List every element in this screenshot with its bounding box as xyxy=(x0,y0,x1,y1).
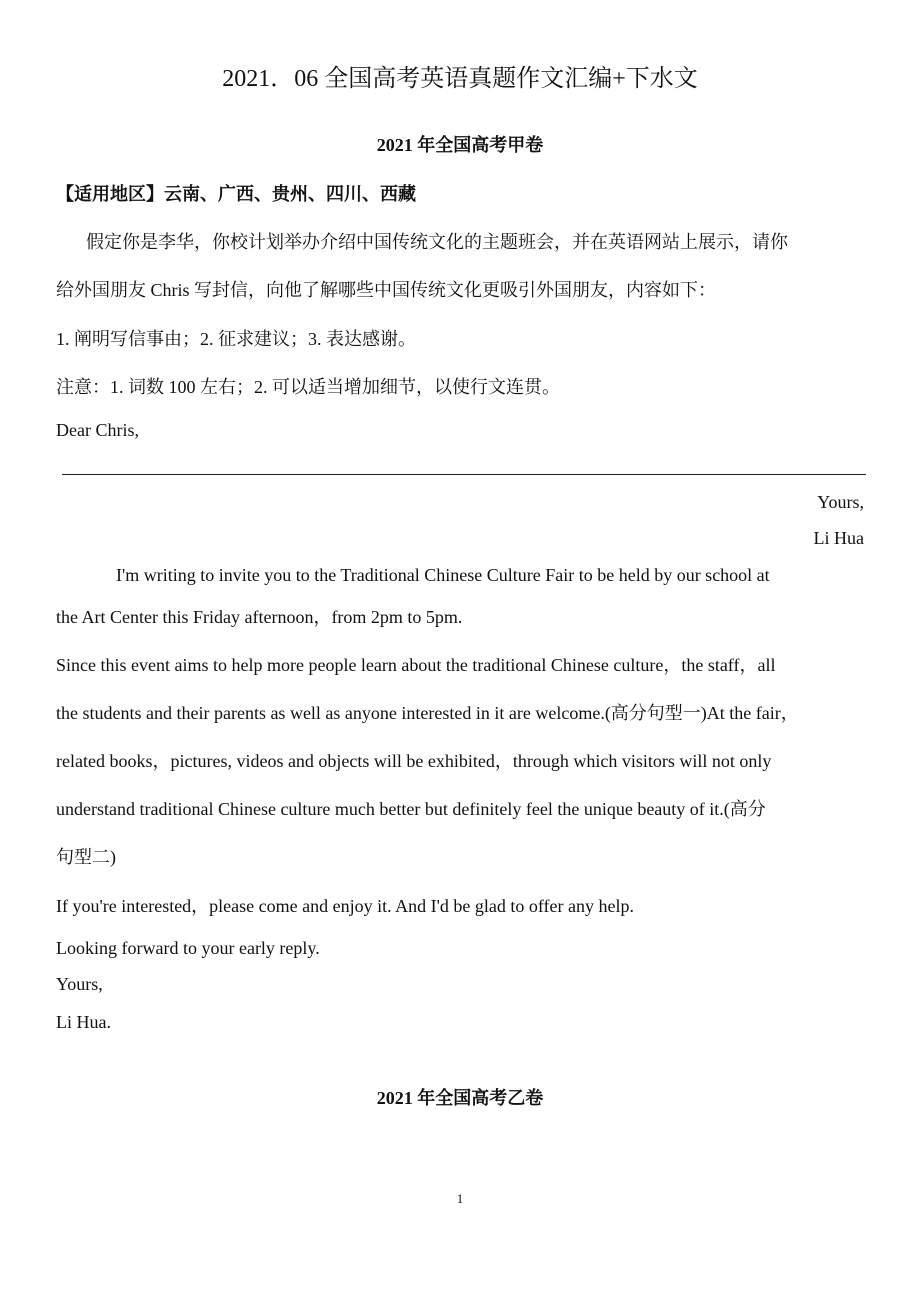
prompt-line-1: 假定你是李华，你校计划举办介绍中国传统文化的主题班会，并在英语网站上展示，请你 xyxy=(86,232,788,252)
requirements-line: 1. 阐明写信事由；2. 征求建议；3. 表达感谢。 xyxy=(56,329,416,349)
essay-line: the students and their parents as well as anyone interested in it are welcome.(高分句型一)At the fair， xyxy=(56,703,799,723)
region-line: 【适用地区】云南、广西、贵州、四川、西藏 xyxy=(56,184,416,204)
essay-line: the Art Center this Friday afternoon，from 2pm to 5pm. xyxy=(56,607,463,627)
essay-line: If you're interested，please come and enjoy it. And I'd be glad to offer any help. xyxy=(56,896,634,916)
salutation: Dear Chris, xyxy=(56,420,139,440)
essay-line: Looking forward to your early reply. xyxy=(56,938,320,958)
essay-line: understand traditional Chinese culture much better but definitely feel the unique beauty of it.(高分 xyxy=(56,799,766,819)
essay-line: related books，pictures, videos and objects will be exhibited，through which visitors will not only xyxy=(56,751,772,771)
closing-yours: Yours, xyxy=(817,492,864,512)
section-heading-yi: 2021 年全国高考乙卷 xyxy=(376,1088,544,1108)
essay-line: Since this event aims to help more people learn about the traditional Chinese culture，the staff，all xyxy=(56,655,776,675)
essay-line: 句型二) xyxy=(56,847,116,867)
note-line: 注意：1. 词数 100 左右；2. 可以适当增加细节，以使行文连贯。 xyxy=(56,377,560,397)
answer-rule xyxy=(62,474,866,475)
section-heading-jia: 2021 年全国高考甲卷 xyxy=(376,135,544,155)
essay-line: Yours, xyxy=(56,974,103,994)
page-number: 1 xyxy=(456,1191,464,1206)
page-title: 2021．06 全国高考英语真题作文汇编+下水文 xyxy=(222,66,698,92)
essay-line: Li Hua. xyxy=(56,1012,111,1032)
prompt-line-2: 给外国朋友 Chris 写封信，向他了解哪些中国传统文化更吸引外国朋友，内容如下： xyxy=(56,280,717,300)
essay-line: I'm writing to invite you to the Traditional Chinese Culture Fair to be held by our school at xyxy=(116,565,770,585)
closing-name: Li Hua xyxy=(813,528,864,548)
